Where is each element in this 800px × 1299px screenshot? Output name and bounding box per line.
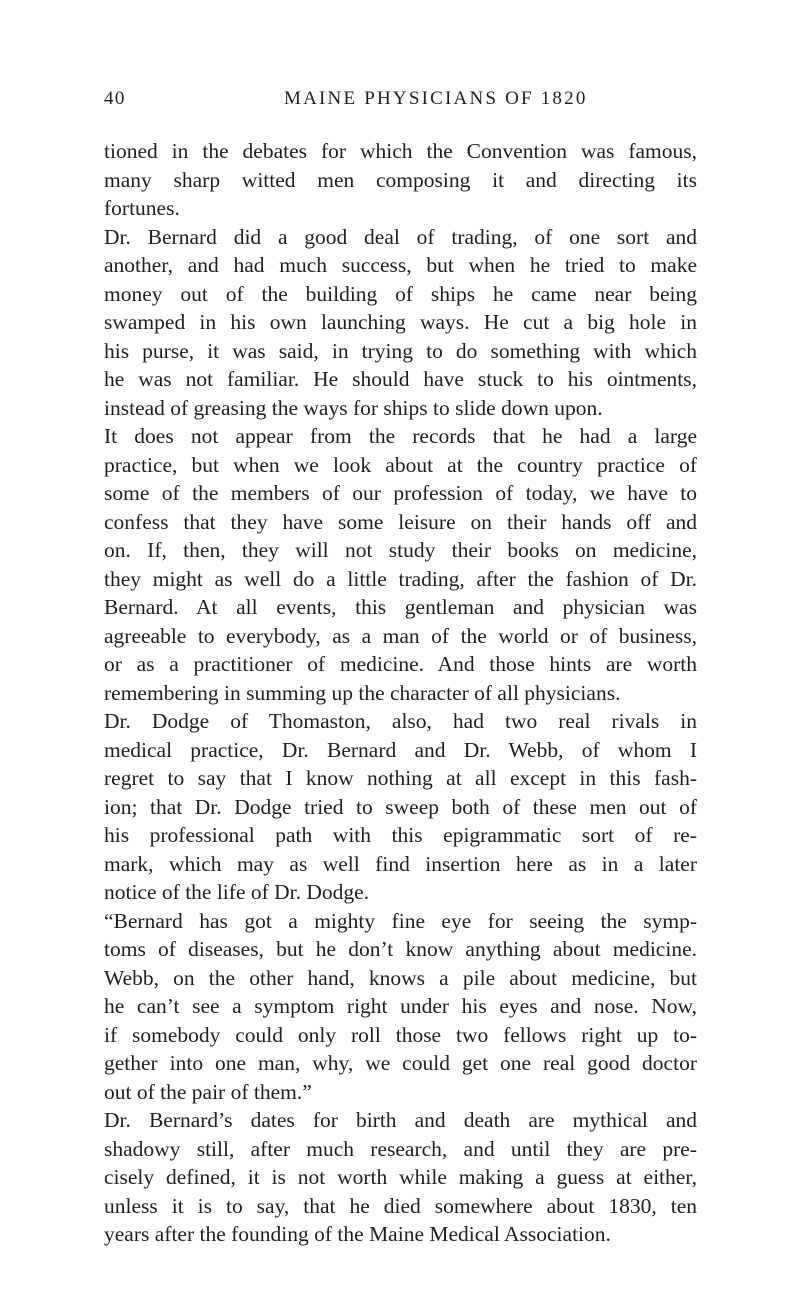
text-line: cisely defined, it is not worth while making a guess at either, [104, 1165, 697, 1189]
page-number: 40 [104, 88, 126, 109]
text-line: they might as well do a little trading, after the fashion of Dr. [104, 566, 697, 591]
text-line: his professional path with this epigrammatic sort of re- [104, 823, 697, 847]
text-line: shadowy still, after much research, and until they are pre- [104, 1136, 697, 1161]
text-line: tioned in the debates for which the Convention was famous, [104, 139, 697, 163]
text-line: “Bernard has got a mighty fine eye for seeing the symp- [104, 908, 697, 933]
text-line: years after the founding of the Maine Medical Association. [104, 1222, 611, 1246]
text-line: regret to say that I know nothing at all except in this fash- [104, 766, 697, 790]
text-line: Bernard. At all events, this gentleman and physician was [104, 595, 697, 619]
text-line: Dr. Dodge of Thomaston, also, had two real rivals in [104, 709, 697, 733]
text-line: many sharp witted men composing it and directing its [104, 167, 697, 192]
text-line: if somebody could only roll those two fellows right up to- [104, 1022, 697, 1047]
text-line: mark, which may as well find insertion here as in a later [104, 851, 697, 876]
text-line: out of the pair of them.” [104, 1079, 312, 1104]
text-line: practice, but when we look about at the country practice of [104, 452, 697, 477]
text-line: notice of the life of Dr. Dodge. [104, 880, 370, 904]
text-line: his purse, it was said, in trying to do something with which [104, 338, 697, 363]
text-line: on. If, then, they will not study their books on medicine, [104, 538, 697, 562]
text-line: some of the members of our profession of today, we have to [104, 481, 697, 505]
text-line: another, and had much success, but when he tried to make [104, 253, 697, 277]
text-line: swamped in his own launching ways. He cut a big hole in [104, 310, 697, 334]
text-line: fortunes. [104, 196, 180, 220]
text-line: instead of greasing the ways for ships to slide down upon. [104, 395, 603, 420]
running-title: MAINE PHYSICIANS OF 1820 [284, 88, 588, 109]
text-line: he can’t see a symptom right under his eyes and nose. Now, [104, 994, 697, 1018]
text-line: medical practice, Dr. Bernard and Dr. Webb, of whom I [104, 737, 697, 762]
text-line: money out of the building of ships he came near being [104, 281, 697, 306]
text-line: remembering in summing up the character of all physicians. [104, 680, 621, 705]
text-line: gether into one man, why, we could get one real good doctor [104, 1051, 697, 1075]
text-line: Webb, on the other hand, knows a pile about medicine, but [104, 965, 697, 990]
text-line: toms of diseases, but he don’t know anything about medicine. [104, 937, 697, 961]
text-line: confess that they have some leisure on their hands off and [104, 509, 697, 534]
text-line: agreeable to everybody, as a man of the world or of business, [104, 623, 697, 648]
body-text [104, 137, 697, 1249]
running-head [104, 88, 704, 114]
text-line: Dr. Bernard’s dates for birth and death are mythical and [104, 1108, 697, 1132]
text-line: or as a practitioner of medicine. And those hints are worth [104, 652, 697, 676]
text-line: ion; that Dr. Dodge tried to sweep both of these men out of [104, 794, 697, 819]
text-line: Dr. Bernard did a good deal of trading, of one sort and [104, 224, 697, 249]
text-line: unless it is to say, that he died somewhere about 1830, ten [104, 1193, 697, 1218]
text-line: It does not appear from the records that he had a large [104, 424, 697, 448]
text-line: he was not familiar. He should have stuck to his ointments, [104, 367, 697, 391]
